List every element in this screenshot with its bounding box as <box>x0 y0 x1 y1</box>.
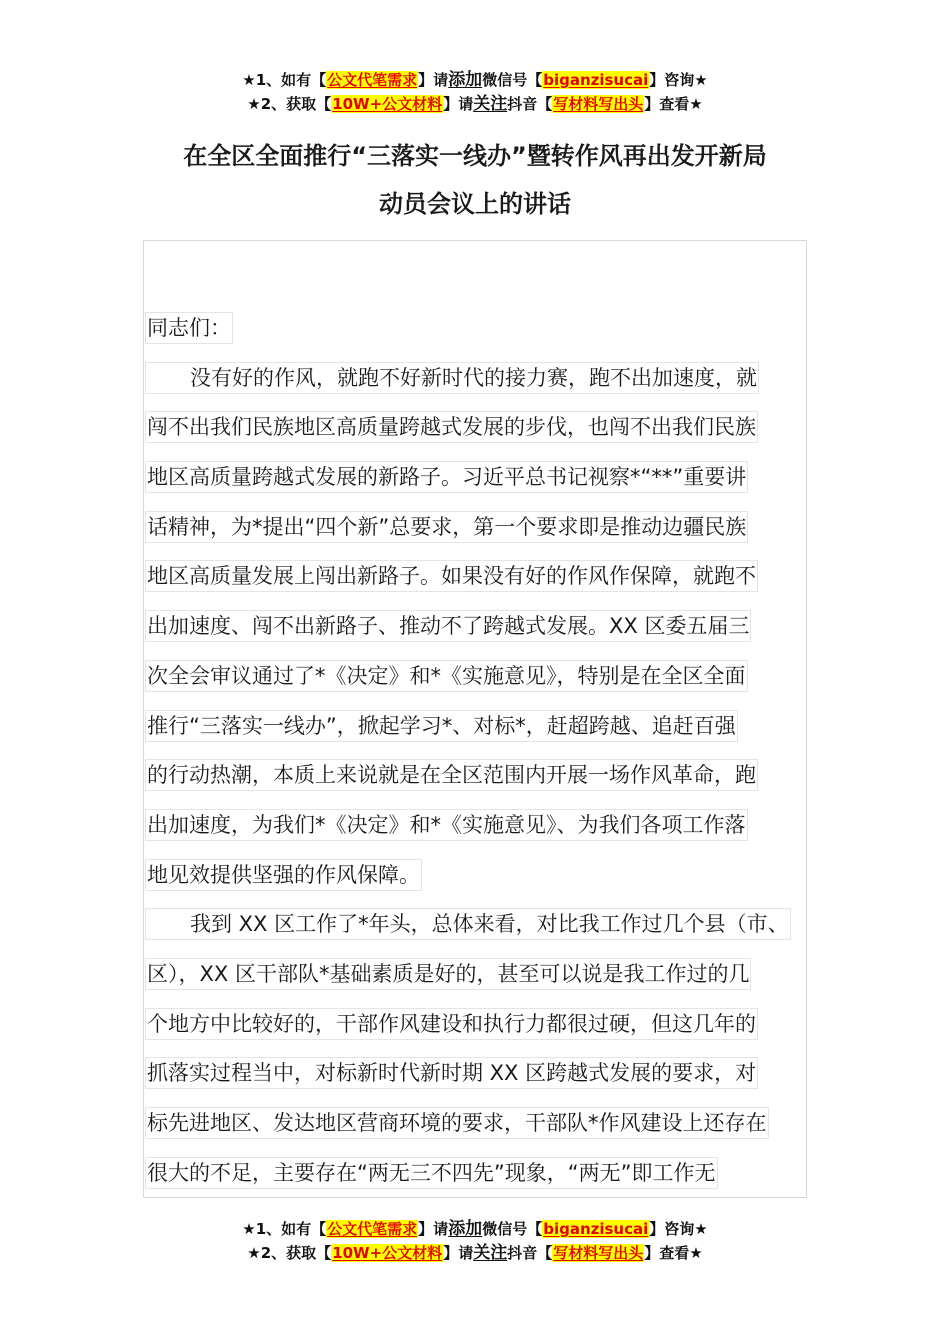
highlight-wechat-id: biganzisucai <box>543 1220 649 1238</box>
body-line: 个地方中比较好的，干部作风建设和执行力都很过硬，但这几年的 <box>145 999 825 1049</box>
banner-line-1: ★1、如有【公文代笔需求】请添加微信号【biganzisucai】咨询★ <box>242 70 708 90</box>
footer-banner <box>0 1217 950 1265</box>
body-line: 闯不出我们民族地区高质量跨越式发展的步伐，也闯不出我们民族 <box>145 402 825 452</box>
highlight-service: 公文代笔需求 <box>327 1220 418 1238</box>
body-line: 抓落实过程当中，对标新时代新时期 XX 区跨越式发展的要求，对 <box>145 1048 825 1098</box>
title-line-2: 动员会议上的讲话 <box>379 190 571 218</box>
salutation: 同志们： <box>145 303 825 353</box>
banner-line-2: ★2、获取【10W+公文材料】请关注抖音【写材料写出头】查看★ <box>247 94 703 114</box>
body-line: 出加速度、闯不出新路子、推动不了跨越式发展。XX 区委五届三 <box>145 601 825 651</box>
banner-line-2: ★2、获取【10W+公文材料】请关注抖音【写材料写出头】查看★ <box>247 1243 703 1263</box>
body-line: 地见效提供坚强的作风保障。 <box>145 850 825 900</box>
body-line: 标先进地区、发达地区营商环境的要求，干部队*作风建设上还存在 <box>145 1098 825 1148</box>
document-title <box>0 132 950 228</box>
highlight-materials: 10W+公文材料 <box>332 1244 443 1262</box>
highlight-douyin-account: 写材料写出头 <box>553 95 644 113</box>
body-line: 很大的不足，主要存在“两无三不四先”现象，“两无”即工作无 <box>145 1148 825 1198</box>
body-line: 话精神，为*提出“四个新”总要求，第一个要求即是推动边疆民族 <box>145 502 825 552</box>
highlight-wechat-id: biganzisucai <box>543 71 649 89</box>
speech-body <box>145 303 825 1197</box>
body-line: 地区高质量跨越式发展的新路子。习近平总书记视察*“**”重要讲 <box>145 452 825 502</box>
highlight-douyin-account: 写材料写出头 <box>553 1244 644 1262</box>
body-line: 次全会审议通过了*《决定》和*《实施意见》，特别是在全区全面 <box>145 651 825 701</box>
banner-line-1: ★1、如有【公文代笔需求】请添加微信号【biganzisucai】咨询★ <box>242 1219 708 1239</box>
highlight-materials: 10W+公文材料 <box>332 95 443 113</box>
body-line: 出加速度，为我们*《决定》和*《实施意见》、为我们各项工作落 <box>145 800 825 850</box>
body-line: 没有好的作风，就跑不好新时代的接力赛，跑不出加速度，就 <box>145 353 825 403</box>
body-line: 推行“三落实一线办”，掀起学习*、对标*，赶超跨越、追赶百强 <box>145 701 825 751</box>
body-line: 区），XX 区干部队*基础素质是好的，甚至可以说是我工作过的几 <box>145 949 825 999</box>
body-line: 地区高质量发展上闯出新路子。如果没有好的作风作保障，就跑不 <box>145 551 825 601</box>
body-line: 我到 XX 区工作了*年头，总体来看，对比我工作过几个县（市、 <box>145 899 825 949</box>
title-line-1: 在全区全面推行“三落实一线办”暨转作风再出发开新局 <box>183 142 767 170</box>
highlight-service: 公文代笔需求 <box>327 71 418 89</box>
body-line: 的行动热潮，本质上来说就是在全区范围内开展一场作风革命，跑 <box>145 750 825 800</box>
header-banner <box>0 68 950 116</box>
